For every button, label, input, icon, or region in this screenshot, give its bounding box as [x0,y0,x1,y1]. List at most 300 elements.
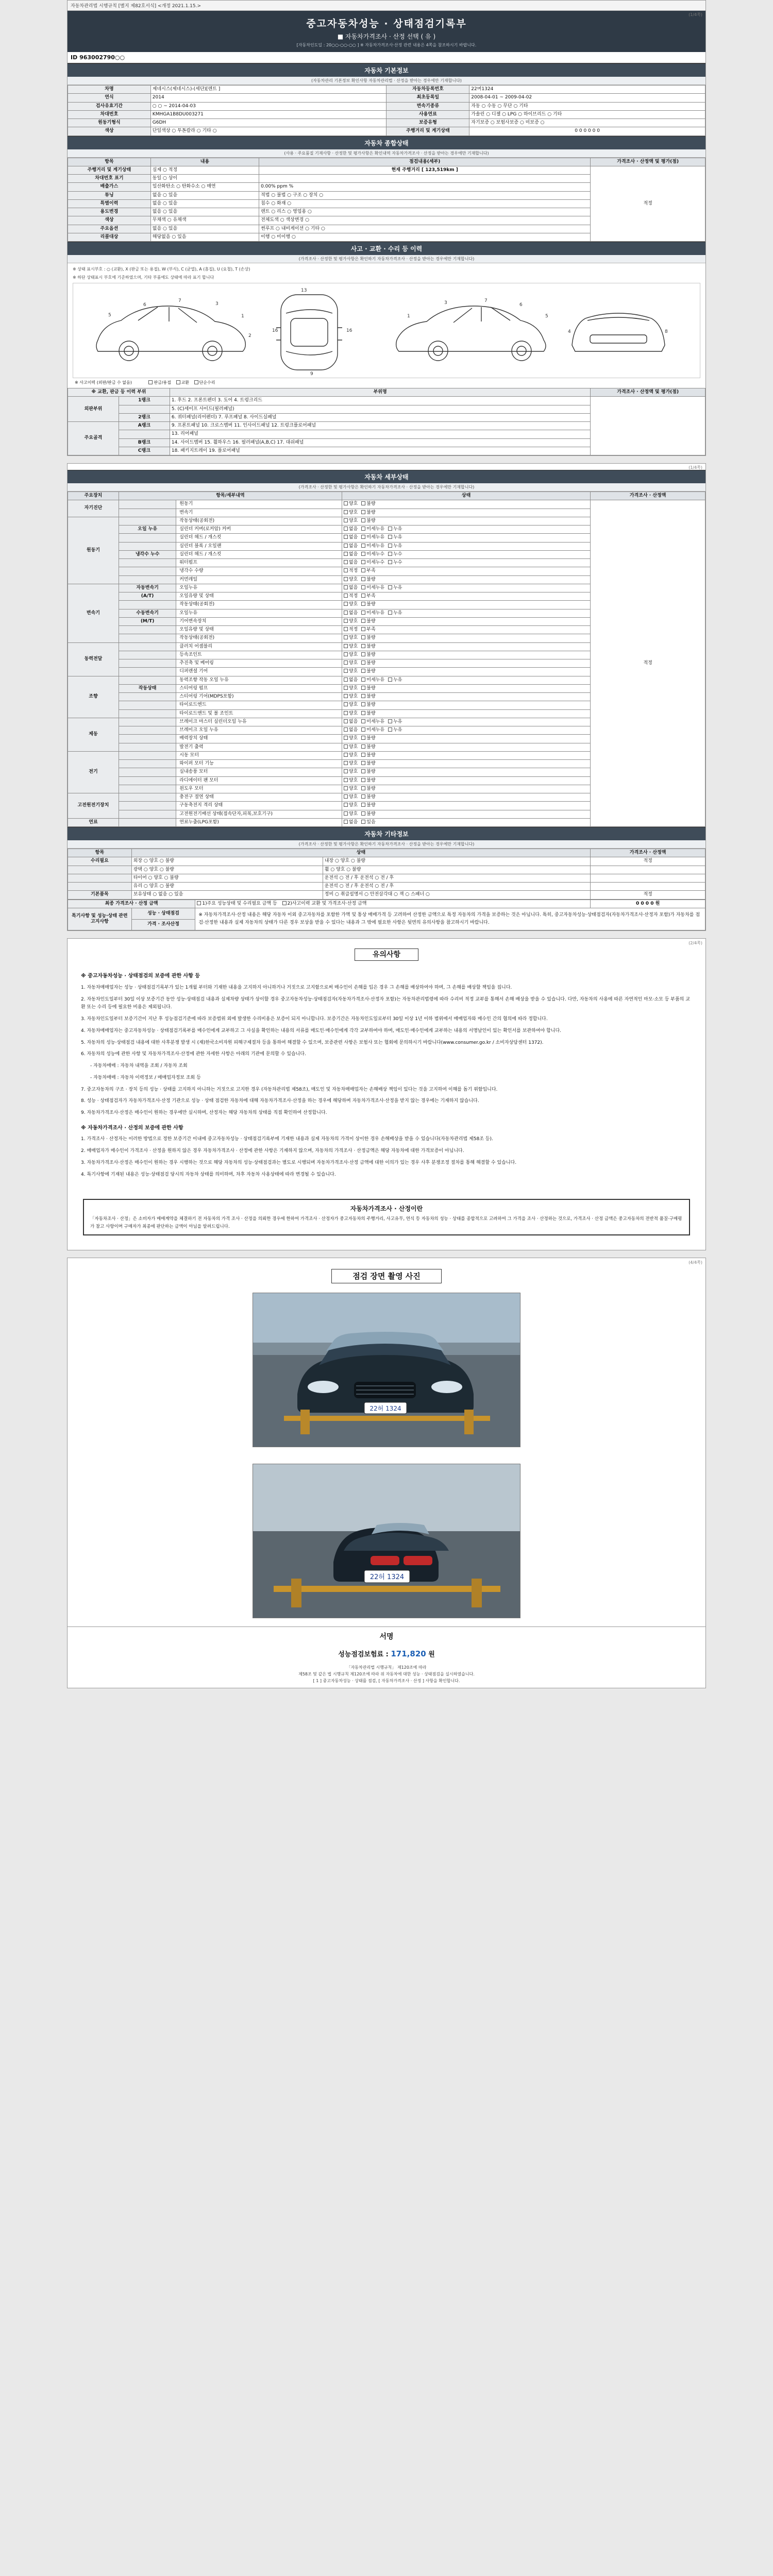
etc-cell-2-0[interactable]: 타이어 ○ 양호 ○ 불량 [131,874,323,882]
checkbox-option[interactable] [344,744,358,750]
price-head-label: 최종 가격조사 · 산정 금액 [68,900,195,908]
checkbox-option[interactable] [361,744,375,750]
checkbox-icon[interactable] [361,811,365,816]
detail-group-7: 고전원전기장치 [68,793,119,819]
checkbox-icon[interactable] [344,585,348,589]
checkbox-icon[interactable] [361,660,365,665]
checkbox-icon[interactable] [361,527,365,531]
checkbox-option[interactable] [344,803,358,808]
checkbox-icon[interactable] [344,744,348,749]
checkbox-icon[interactable] [361,803,365,807]
etc-cell-2-1[interactable]: 운전석 ○ 전 / 후 운전석 ○ 전 / 후 [323,874,591,882]
checkbox-option[interactable] [361,669,375,674]
checkbox-option[interactable] [344,510,358,516]
detail-options-4-1[interactable] [342,684,590,692]
checkbox-option[interactable] [388,719,402,725]
overall-opts-0[interactable]: 실제 ○ 적정 [150,166,259,174]
detail-options-2-3[interactable] [342,609,590,617]
checkbox-icon[interactable] [344,652,348,656]
basic-info-table [68,85,705,136]
parts-rank-1-2: B랭크 [119,438,170,447]
checkbox-icon[interactable] [361,652,365,656]
checkbox-option[interactable] [361,652,375,658]
detail-options-4-3[interactable] [342,701,590,709]
detail-item-1-1: 실린더 커버(로커암) 커버 [176,526,342,534]
checkbox-option[interactable] [361,627,375,633]
detail-subgroup-6-2 [119,768,176,776]
checkbox-option[interactable] [361,602,375,607]
checkbox-label: 양호 [348,794,358,800]
checkbox-option[interactable] [344,711,358,717]
checkbox-option[interactable] [361,544,384,549]
checkbox-icon[interactable] [361,727,365,732]
detail-options-3-0[interactable] [342,642,590,651]
checkbox-icon[interactable] [344,535,348,539]
checkbox-icon[interactable] [361,627,365,631]
detail-item-1-6: 냉각수 수량 [176,567,342,575]
checkbox-option[interactable] [361,660,375,666]
detail-subgroup-5-2 [119,735,176,743]
legend-item-0: 판금/용접 [148,380,171,385]
parts-text-1-2: 14. 사이드멤버 15. 휠하우스 16. 필러패널(A,B,C) 17. 대쉬패널 [170,438,590,447]
checkbox-icon[interactable] [361,544,365,548]
checkbox-icon[interactable] [361,686,365,690]
detail-subgroup-5-0 [119,718,176,726]
detail-options-0-0[interactable] [342,500,590,509]
checkbox-icon[interactable] [388,527,392,531]
footer-line-3: [ 1 ] 중고자동차성능 · 상태를 점검, [ 자동차가격조사 · 산정 ] 사항을 확인합니다. [313,1678,460,1683]
overall-opts-5[interactable]: 없음 ○ 있음 [150,208,259,216]
checkbox-option[interactable] [388,552,402,557]
checkbox-option[interactable] [361,594,375,599]
checkbox-option[interactable] [361,753,375,758]
detail-options-6-4[interactable] [342,785,590,793]
checkbox-option[interactable] [361,769,375,775]
checkbox-option[interactable] [344,778,358,784]
checkbox-option[interactable] [361,820,375,825]
checkbox-icon[interactable] [361,619,365,623]
checkbox-label: 불량 [366,744,376,750]
detail-options-3-3[interactable] [342,668,590,676]
checkbox-option[interactable] [388,585,402,591]
detail-options-7-0[interactable] [342,793,590,802]
checkbox-option[interactable] [344,577,358,583]
checkbox-icon[interactable] [388,719,392,723]
checkbox-option[interactable] [361,786,375,792]
detail-options-0-1[interactable] [342,509,590,517]
checkbox-option[interactable] [361,552,384,557]
checkbox-icon[interactable] [344,719,348,723]
etc-cell-4-0[interactable]: 보유상태 ○ 없음 ○ 있음 [131,891,323,899]
detail-options-1-5[interactable] [342,559,590,567]
checkbox-icon[interactable] [361,711,365,715]
detail-subgroup-7-0 [119,793,176,802]
notice2-item-1: 2. 매매업자가 매수인이 가격조사 · 산정을 원하지 않은 경우 자동차가격조사 · 산정에 관한 사항은 기재하지 않으며, 자동차의 가격조사 · 산정금액은 해당 자동차에 대한 가격보증이 아닙니다. [81,1148,464,1154]
checkbox-option[interactable] [361,560,384,566]
signature-title: 서명 [68,1626,705,1646]
price-options[interactable]: 1)주요 성능상태 및 수리필요 금액 등 2)사고이력 교환 및 가격조사·산정 금액 [195,900,591,908]
checkbox-icon[interactable] [344,761,348,765]
checkbox-icon[interactable] [344,560,348,564]
checkbox-icon[interactable] [344,518,348,522]
checkbox-icon[interactable] [344,544,348,548]
checkbox-option[interactable] [388,677,402,683]
detail-options-5-0[interactable] [342,718,590,726]
footer-line-2: 제58조 및 같은 법 시행규칙 제120조에 따라 위 자동차에 대한 성능 · 상태점검을 실시하였습니다. [298,1672,475,1677]
overall-opts-4[interactable]: 없음 ○ 있음 [150,199,259,208]
checkbox-option[interactable] [344,594,358,599]
etc-cell-0-1[interactable]: 내장 ○ 양호 ○ 불량 [323,857,591,866]
detail-options-6-0[interactable] [342,751,590,759]
overall-detail-6: 전체도색 ○ 색상변경 ○ [259,216,591,225]
checkbox-icon[interactable] [344,794,348,799]
checkbox-label: 양호 [348,752,358,758]
overall-opts-2[interactable]: 일산화탄소 ○ 탄화수소 ○ 매연 [150,183,259,191]
checkbox-option[interactable] [344,727,358,733]
detail-item-4-3: 타이로드엔드 [176,701,342,709]
checkbox-option[interactable] [344,602,358,607]
checkbox-option[interactable] [344,694,358,700]
checkbox-icon[interactable] [344,677,348,682]
checkbox-icon[interactable] [361,786,365,790]
checkbox-option[interactable] [344,518,358,524]
detail-item-4-1: 스티어링 펌프 [176,684,342,692]
etc-cell-4-1[interactable]: 정비 ○ 취급설명서 ○ 안전삼각대 ○ 잭 ○ 스패너 ○ [323,891,591,899]
checkbox-icon[interactable] [361,585,365,589]
checkbox-option[interactable] [361,736,375,741]
checkbox-option[interactable] [361,778,375,784]
checkbox-icon[interactable] [361,594,365,598]
detail-options-6-3[interactable] [342,776,590,785]
checkbox-option[interactable] [388,611,402,616]
checkbox-icon[interactable] [344,594,348,598]
checkbox-icon[interactable] [388,552,392,556]
checkbox-option[interactable] [344,544,358,549]
checkbox-icon[interactable] [344,577,348,581]
overall-name-5: 용도변경 [68,208,151,216]
checkbox-icon[interactable] [388,560,392,564]
detail-options-2-4[interactable] [342,617,590,625]
parts-rank-1-3: C랭크 [119,447,170,455]
checkbox-label: 양호 [348,777,358,783]
detail-options-5-1[interactable] [342,726,590,735]
checkbox-option[interactable] [344,644,358,650]
checkbox-label: 불량 [366,769,376,775]
checkbox-icon[interactable] [388,611,392,615]
checkbox-icon[interactable] [344,727,348,732]
checkbox-option[interactable] [361,794,375,800]
detail-options-3-1[interactable] [342,651,590,659]
checkbox-option[interactable] [344,719,358,725]
checkbox-icon[interactable] [361,577,365,581]
etc-cell-3-0[interactable]: 유리 ○ 양호 ○ 불량 [131,883,323,891]
checkbox-icon[interactable] [361,744,365,749]
checkbox-option[interactable] [361,719,384,725]
checkbox-icon[interactable] [361,702,365,706]
checkbox-icon[interactable] [344,635,348,639]
checkbox-icon[interactable] [344,660,348,665]
checkbox-icon[interactable] [344,510,348,514]
svg-text:3: 3 [444,300,447,306]
checkbox-option[interactable] [361,577,375,583]
checkbox-option[interactable] [344,619,358,624]
detail-options-1-4[interactable] [342,550,590,558]
detail-options-2-2[interactable] [342,601,590,609]
detail-options-7-1[interactable] [342,802,590,810]
etc-item-1 [68,866,132,874]
checkbox-label: 누유 [393,543,402,549]
detail-subgroup-1-2 [119,534,176,542]
checkbox-option[interactable] [361,518,375,524]
checkbox-option[interactable] [344,786,358,792]
page-number-2: (1/4쪽) [688,465,702,470]
table-row [68,86,705,94]
checkbox-option[interactable] [344,811,358,817]
overall-opts-6[interactable]: 무채색 ○ 유채색 [150,216,259,225]
checkbox-icon[interactable] [344,811,348,816]
detail-options-2-0[interactable] [342,584,590,592]
checkbox-icon[interactable] [361,611,365,615]
checkbox-icon[interactable] [344,686,348,690]
checkbox-icon[interactable] [361,644,365,648]
detail-subgroup-4-4 [119,709,176,718]
checkbox-option[interactable] [344,501,358,507]
checkbox-option[interactable] [361,727,384,733]
checkbox-option[interactable] [361,803,375,808]
table-row [68,883,705,891]
detail-head-0: 주요장치 [68,492,119,500]
checkbox-option[interactable] [344,686,358,691]
overall-opts-1[interactable]: 동일 ○ 상이 [150,175,259,183]
checkbox-icon[interactable] [388,544,392,548]
special-note-sub1: 성능 · 상태점검 [131,908,195,919]
checkbox-icon[interactable] [361,535,365,539]
checkbox-icon[interactable] [361,778,365,782]
overall-detail-8: 이행 ○ 미이행 ○ [259,233,591,241]
detail-options-2-1[interactable] [342,592,590,601]
checkbox-icon[interactable] [344,602,348,606]
checkbox-option[interactable] [344,660,358,666]
checkbox-option[interactable] [361,611,384,616]
parts-text-1-1: 13. 리어패널 [170,430,590,438]
checkbox-icon[interactable] [344,694,348,698]
checkbox-icon[interactable] [361,769,365,773]
checkbox-icon[interactable] [361,794,365,799]
detail-options-2-5[interactable] [342,626,590,634]
checkbox-option[interactable] [361,761,375,767]
checkbox-icon[interactable] [361,753,365,757]
checkbox-option[interactable] [361,711,375,717]
checkbox-label: 미세누유 [366,585,385,590]
notice-item-4: 5. 자동차의 성능·상태점검 내용에 대한 사후분쟁 발생 시 (재)한국소비자원 피해구제절차 등을 통하여 해결할 수 있으며, 보증관련 사항은 보험사 또는 협회에 문의하시기 바랍니다(www.consumer.go.kr / 소비자상담센터 1372). [81,1040,544,1045]
checkbox-option[interactable] [344,535,358,540]
checkbox-option[interactable] [361,686,375,691]
detail-options-6-1[interactable] [342,760,590,768]
checkbox-option[interactable] [344,635,358,641]
checkbox-option[interactable] [361,619,375,624]
etc-cell-1-1[interactable]: 휠 ○ 양호 ○ 불량 [323,866,591,874]
checkbox-option[interactable] [361,501,375,507]
detail-options-1-6[interactable] [342,567,590,575]
checkbox-icon[interactable] [361,552,365,556]
parts-rank-0-0: 1랭크 [119,397,170,405]
checkbox-icon[interactable] [361,820,365,824]
checkbox-option[interactable] [388,527,402,532]
checkbox-option[interactable] [361,527,384,532]
checkbox-option[interactable] [361,635,375,641]
checkbox-icon[interactable] [361,736,365,740]
checkbox-option[interactable] [344,677,358,683]
checkbox-icon[interactable] [344,711,348,715]
checkbox-icon[interactable] [344,552,348,556]
checkbox-option[interactable] [344,769,358,775]
checkbox-icon[interactable] [361,501,365,505]
checkbox-icon[interactable] [344,769,348,773]
checkbox-icon[interactable] [361,602,365,606]
detail-options-7-2[interactable] [342,810,590,818]
detail-options-3-2[interactable] [342,659,590,668]
checkbox-icon[interactable] [361,761,365,765]
checkbox-label: 미세누수 [366,560,385,565]
checkbox-option[interactable] [344,611,358,616]
checkbox-option[interactable] [344,794,358,800]
checkbox-icon[interactable] [344,619,348,623]
checkbox-option[interactable] [344,627,358,633]
checkbox-option[interactable] [388,560,402,566]
checkbox-icon[interactable] [388,585,392,589]
checkbox-icon[interactable] [361,510,365,514]
checkbox-option[interactable] [344,669,358,674]
checkbox-icon[interactable] [344,527,348,531]
checkbox-icon[interactable] [361,560,365,564]
checkbox-icon[interactable] [361,568,365,572]
car-diagram-section [68,263,705,388]
detail-options-2-6[interactable] [342,634,590,642]
checkbox-icon[interactable] [388,727,392,732]
checkbox-option[interactable] [344,820,358,825]
svg-text:2: 2 [248,333,251,338]
checkbox-icon[interactable] [344,501,348,505]
checkbox-icon[interactable] [344,644,348,648]
checkbox-icon[interactable] [344,669,348,673]
checkbox-option[interactable] [388,727,402,733]
svg-text:1: 1 [407,314,410,319]
checkbox-option[interactable] [361,694,375,700]
checkbox-icon[interactable] [361,518,365,522]
checkbox-icon[interactable] [344,786,348,790]
detail-item-3-0: 클러치 어셈블리 [176,642,342,651]
detail-options-6-2[interactable] [342,768,590,776]
overall-opts-8[interactable]: 해당없음 ○ 있음 [150,233,259,241]
detail-options-4-2[interactable] [342,693,590,701]
checkbox-option[interactable] [361,568,375,574]
checkbox-icon[interactable] [388,535,392,539]
detail-options-8-0[interactable] [342,818,590,826]
checkbox-option[interactable] [344,736,358,741]
checkbox-icon[interactable] [361,635,365,639]
checkbox-icon[interactable] [344,778,348,782]
checkbox-label: 양호 [348,786,358,791]
checkbox-icon[interactable] [344,611,348,615]
checkbox-icon[interactable] [361,719,365,723]
checkbox-icon[interactable] [344,820,348,824]
detail-options-1-1[interactable] [342,526,590,534]
detail-item-5-2: 배력장치 상태 [176,735,342,743]
detail-item-1-4: 실린더 헤드 / 개스킷 [176,550,342,558]
overall-name-2: 배출가스 [68,183,151,191]
checkbox-icon[interactable] [344,803,348,807]
detail-options-1-0[interactable] [342,517,590,525]
checkbox-icon[interactable] [361,677,365,682]
checkbox-option[interactable] [344,560,358,566]
checkbox-label: 불량 [366,777,376,783]
checkbox-option[interactable] [361,811,375,817]
etc-score-0: 적정 [591,857,705,866]
checkbox-option[interactable] [388,535,402,540]
checkbox-icon[interactable] [344,702,348,706]
etc-cell-0-0[interactable]: 외장 ○ 양호 ○ 불량 [131,857,323,866]
checkbox-icon[interactable] [361,694,365,698]
checkbox-option[interactable] [344,568,358,574]
parts-text-1-3: 18. 패키지트레이 19. 플로어패널 [170,447,590,455]
detail-group-3: 동력전달 [68,642,119,676]
record-id-bar [68,52,705,63]
checkbox-icon[interactable] [344,627,348,631]
checkbox-option[interactable] [361,585,384,591]
detail-options-1-7[interactable] [342,575,590,584]
etc-cell-1-0[interactable]: 광택 ○ 양호 ○ 불량 [131,866,323,874]
detail-options-4-4[interactable] [342,709,590,718]
etc-cell-3-1[interactable]: 운전석 ○ 전 / 후 운전석 ○ 전 / 후 [323,883,591,891]
checkbox-option[interactable] [344,761,358,767]
checkbox-option[interactable] [344,753,358,758]
checkbox-icon[interactable] [361,669,365,673]
detail-options-5-3[interactable] [342,743,590,751]
checkbox-option[interactable] [344,527,358,532]
detail-options-1-3[interactable] [342,542,590,550]
checkbox-icon[interactable] [344,753,348,757]
table-row [68,500,705,509]
checkbox-icon[interactable] [388,677,392,682]
checkbox-option[interactable] [344,652,358,658]
checkbox-icon[interactable] [344,736,348,740]
checkbox-label: 미세누유 [366,527,385,532]
mileage-label: 주행거리 및 계기상태 [386,127,469,135]
overall-opts-7[interactable]: 없음 ○ 있음 [150,225,259,233]
checkbox-option[interactable] [361,535,384,540]
detail-options-4-0[interactable] [342,676,590,684]
checkbox-option[interactable] [361,644,375,650]
checkbox-option[interactable] [388,544,402,549]
guarantee-body: 「자동차조사 · 산정」은 소비자가 매매계약을 체결하기 전 자동차의 가격 조사 · 산정을 의뢰한 경우에 한하여 가격조사 · 산정자가 중고자동차의 주행거리, 사고유무, 연식 등 자동차의 성능 · 상태를 종합적으로 고려하여 그 가격을 조사 · 산정하는 것으로, 가격조사 · 산정 금액은 중고자동차의 전반적 품질·구매평가 참고 사항이며 구매자가 최종에 판단하는 금액이 아님을 알려드립니다. [90,1216,682,1229]
overall-opts-3[interactable]: 없음 ○ 있음 [150,191,259,199]
detail-subgroup-3-2 [119,659,176,668]
checkbox-option[interactable] [344,552,358,557]
checkbox-label: 없음 [348,819,358,825]
checkbox-option[interactable] [344,585,358,591]
checkbox-option[interactable] [361,702,375,708]
checkbox-label: 양호 [348,660,358,666]
page-number-4: (4/4쪽) [688,1260,702,1265]
checkbox-option[interactable] [361,510,375,516]
detail-options-5-2[interactable] [342,735,590,743]
detail-options-1-2[interactable] [342,534,590,542]
checkbox-icon[interactable] [344,568,348,572]
checkbox-option[interactable] [361,677,384,683]
checkbox-label: 누수 [393,560,402,565]
notice-heading-1: ※ 중고자동차성능 · 상태점검의 보증에 관한 사항 등 [81,973,200,979]
checkbox-option[interactable] [344,702,358,708]
